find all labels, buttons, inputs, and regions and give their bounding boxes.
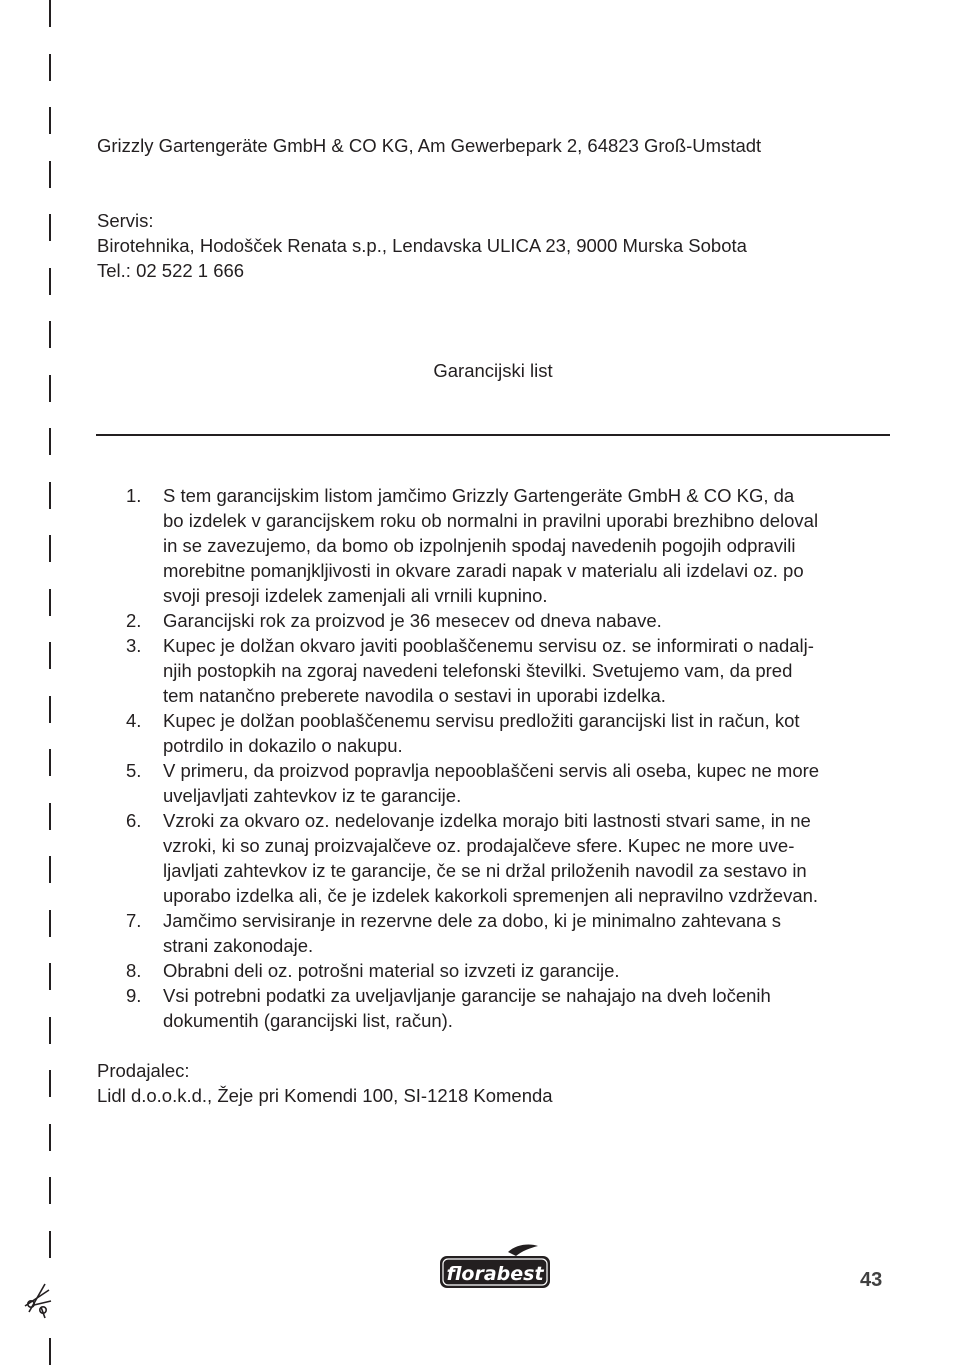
seller-info [97, 1058, 553, 1108]
list-item [97, 633, 897, 708]
cut-line-dash [49, 1070, 51, 1097]
scissors-icon [21, 1280, 55, 1320]
list-item [97, 608, 897, 633]
cut-line [49, 0, 51, 1354]
list-item [97, 808, 897, 908]
cut-line-dash [49, 910, 51, 937]
list-item [97, 483, 897, 608]
list-item-text: Kupec je dolžan pooblaščenemu servisu predložiti garancijski list in račun, kot potrdilo in dokazilo o nakupu. [163, 710, 800, 756]
list-item-number: 7. [126, 910, 142, 931]
cut-line-dash [49, 268, 51, 295]
list-item-text: Kupec je dolžan okvaro javiti pooblaščenemu servisu oz. se informirati o nadalj- njih postopkih na zgoraj navedeni telefonski številki. Svetujemo vam, da pred tem natančno preberete navodila o sestavi in uporabi izdelka. [163, 635, 814, 706]
document-title: Garancijski list [433, 360, 553, 381]
cut-line-dash [49, 1231, 51, 1258]
cut-line-dash [49, 482, 51, 509]
cut-line-dash [49, 589, 51, 616]
florabest-logo [438, 1243, 552, 1291]
cut-line-dash [49, 696, 51, 723]
service-address: Birotehnika, Hodošček Renata s.p., Lendavska ULICA 23, 9000 Murska Sobota [97, 235, 747, 256]
cut-line-dash [49, 428, 51, 455]
cut-line-dash [49, 642, 51, 669]
list-item-number: 8. [126, 960, 142, 981]
list-item-number: 1. [126, 485, 142, 506]
cut-line-dash [49, 161, 51, 188]
divider [96, 434, 890, 436]
list-item-text: S tem garancijskim listom jamčimo Grizzly Gartengeräte GmbH & CO KG, da bo izdelek v garancijskem roku ob normalni in pravilni uporabi brezhibno deloval in se zavezujemo, da bomo ob izpolnjenih spodaj navedenih pogojih odpravili morebitne pomanjkljivosti in okvare zaradi napak v materialu ali izdelavi oz. po svoji presoji izdelek zamenjali ali vrnili kupnino. [163, 485, 819, 606]
list-item-text: Jamčimo servisiranje in rezervne dele za dobo, ki je minimalno zahtevana s strani zakonodaje. [163, 910, 781, 956]
cut-line-dash [49, 1338, 51, 1365]
list-item [97, 908, 897, 958]
list-item-text: Vzroki za okvaro oz. nedelovanje izdelka morajo biti lastnosti stvari same, in ne vzroki, ki so zunaj proizvajalčeve oz. prodajalčeve sfere. Kupec ne more uve- ljavljati zahtevkov iz te garancije, če se ni držal priloženih navodil za sestavo in uporabo izdelka ali, če je izdelek kakorkoli spremenjen ali nepravilno vzdrževan. [163, 810, 819, 906]
warranty-terms-list [97, 483, 897, 1033]
list-item-number: 3. [126, 635, 142, 656]
cut-line-dash [49, 1177, 51, 1204]
list-item [97, 758, 897, 808]
list-item-text: Obrabni deli oz. potrošni material so izvzeti iz garancije. [163, 960, 620, 981]
cut-line-dash [49, 321, 51, 348]
manufacturer-address: Grizzly Gartengeräte GmbH & CO KG, Am Gewerbepark 2, 64823 Groß-Umstadt [97, 135, 762, 156]
list-item-text: Vsi potrebni podatki za uveljavljanje garancije se nahajajo na dveh ločenih dokumentih (garancijski list, račun). [163, 985, 771, 1031]
list-item [97, 708, 897, 758]
svg-text:florabest: florabest [446, 1263, 544, 1285]
list-item [97, 983, 897, 1033]
seller-address: Lidl d.o.o.k.d., Žeje pri Komendi 100, SI-1218 Komenda [97, 1085, 553, 1106]
cut-line-dash [49, 803, 51, 830]
cut-line-dash [49, 535, 51, 562]
cut-line-dash [49, 749, 51, 776]
cut-line-dash [49, 107, 51, 134]
service-phone: Tel.: 02 522 1 666 [97, 260, 245, 281]
service-info [97, 208, 747, 283]
cut-line-dash [49, 856, 51, 883]
list-item-number: 4. [126, 710, 142, 731]
list-item-number: 6. [126, 810, 142, 831]
list-item-number: 5. [126, 760, 142, 781]
service-label: Servis: [97, 210, 154, 231]
cut-line-dash [49, 214, 51, 241]
cut-line-dash [49, 54, 51, 81]
seller-label: Prodajalec: [97, 1060, 190, 1081]
list-item [97, 958, 897, 983]
cut-line-dash [49, 963, 51, 990]
list-item-number: 2. [126, 610, 142, 631]
page-number: 43 [860, 1269, 883, 1291]
cut-line-dash [49, 1124, 51, 1151]
cut-line-dash [49, 0, 51, 27]
list-item-number: 9. [126, 985, 142, 1006]
list-item-text: Garancijski rok za proizvod je 36 mesecev od dneva nabave. [163, 610, 662, 631]
list-item-text: V primeru, da proizvod popravlja nepooblaščeni servis ali oseba, kupec ne more uveljavljati zahtevkov iz te garancije. [163, 760, 820, 806]
cut-line-dash [49, 1017, 51, 1044]
